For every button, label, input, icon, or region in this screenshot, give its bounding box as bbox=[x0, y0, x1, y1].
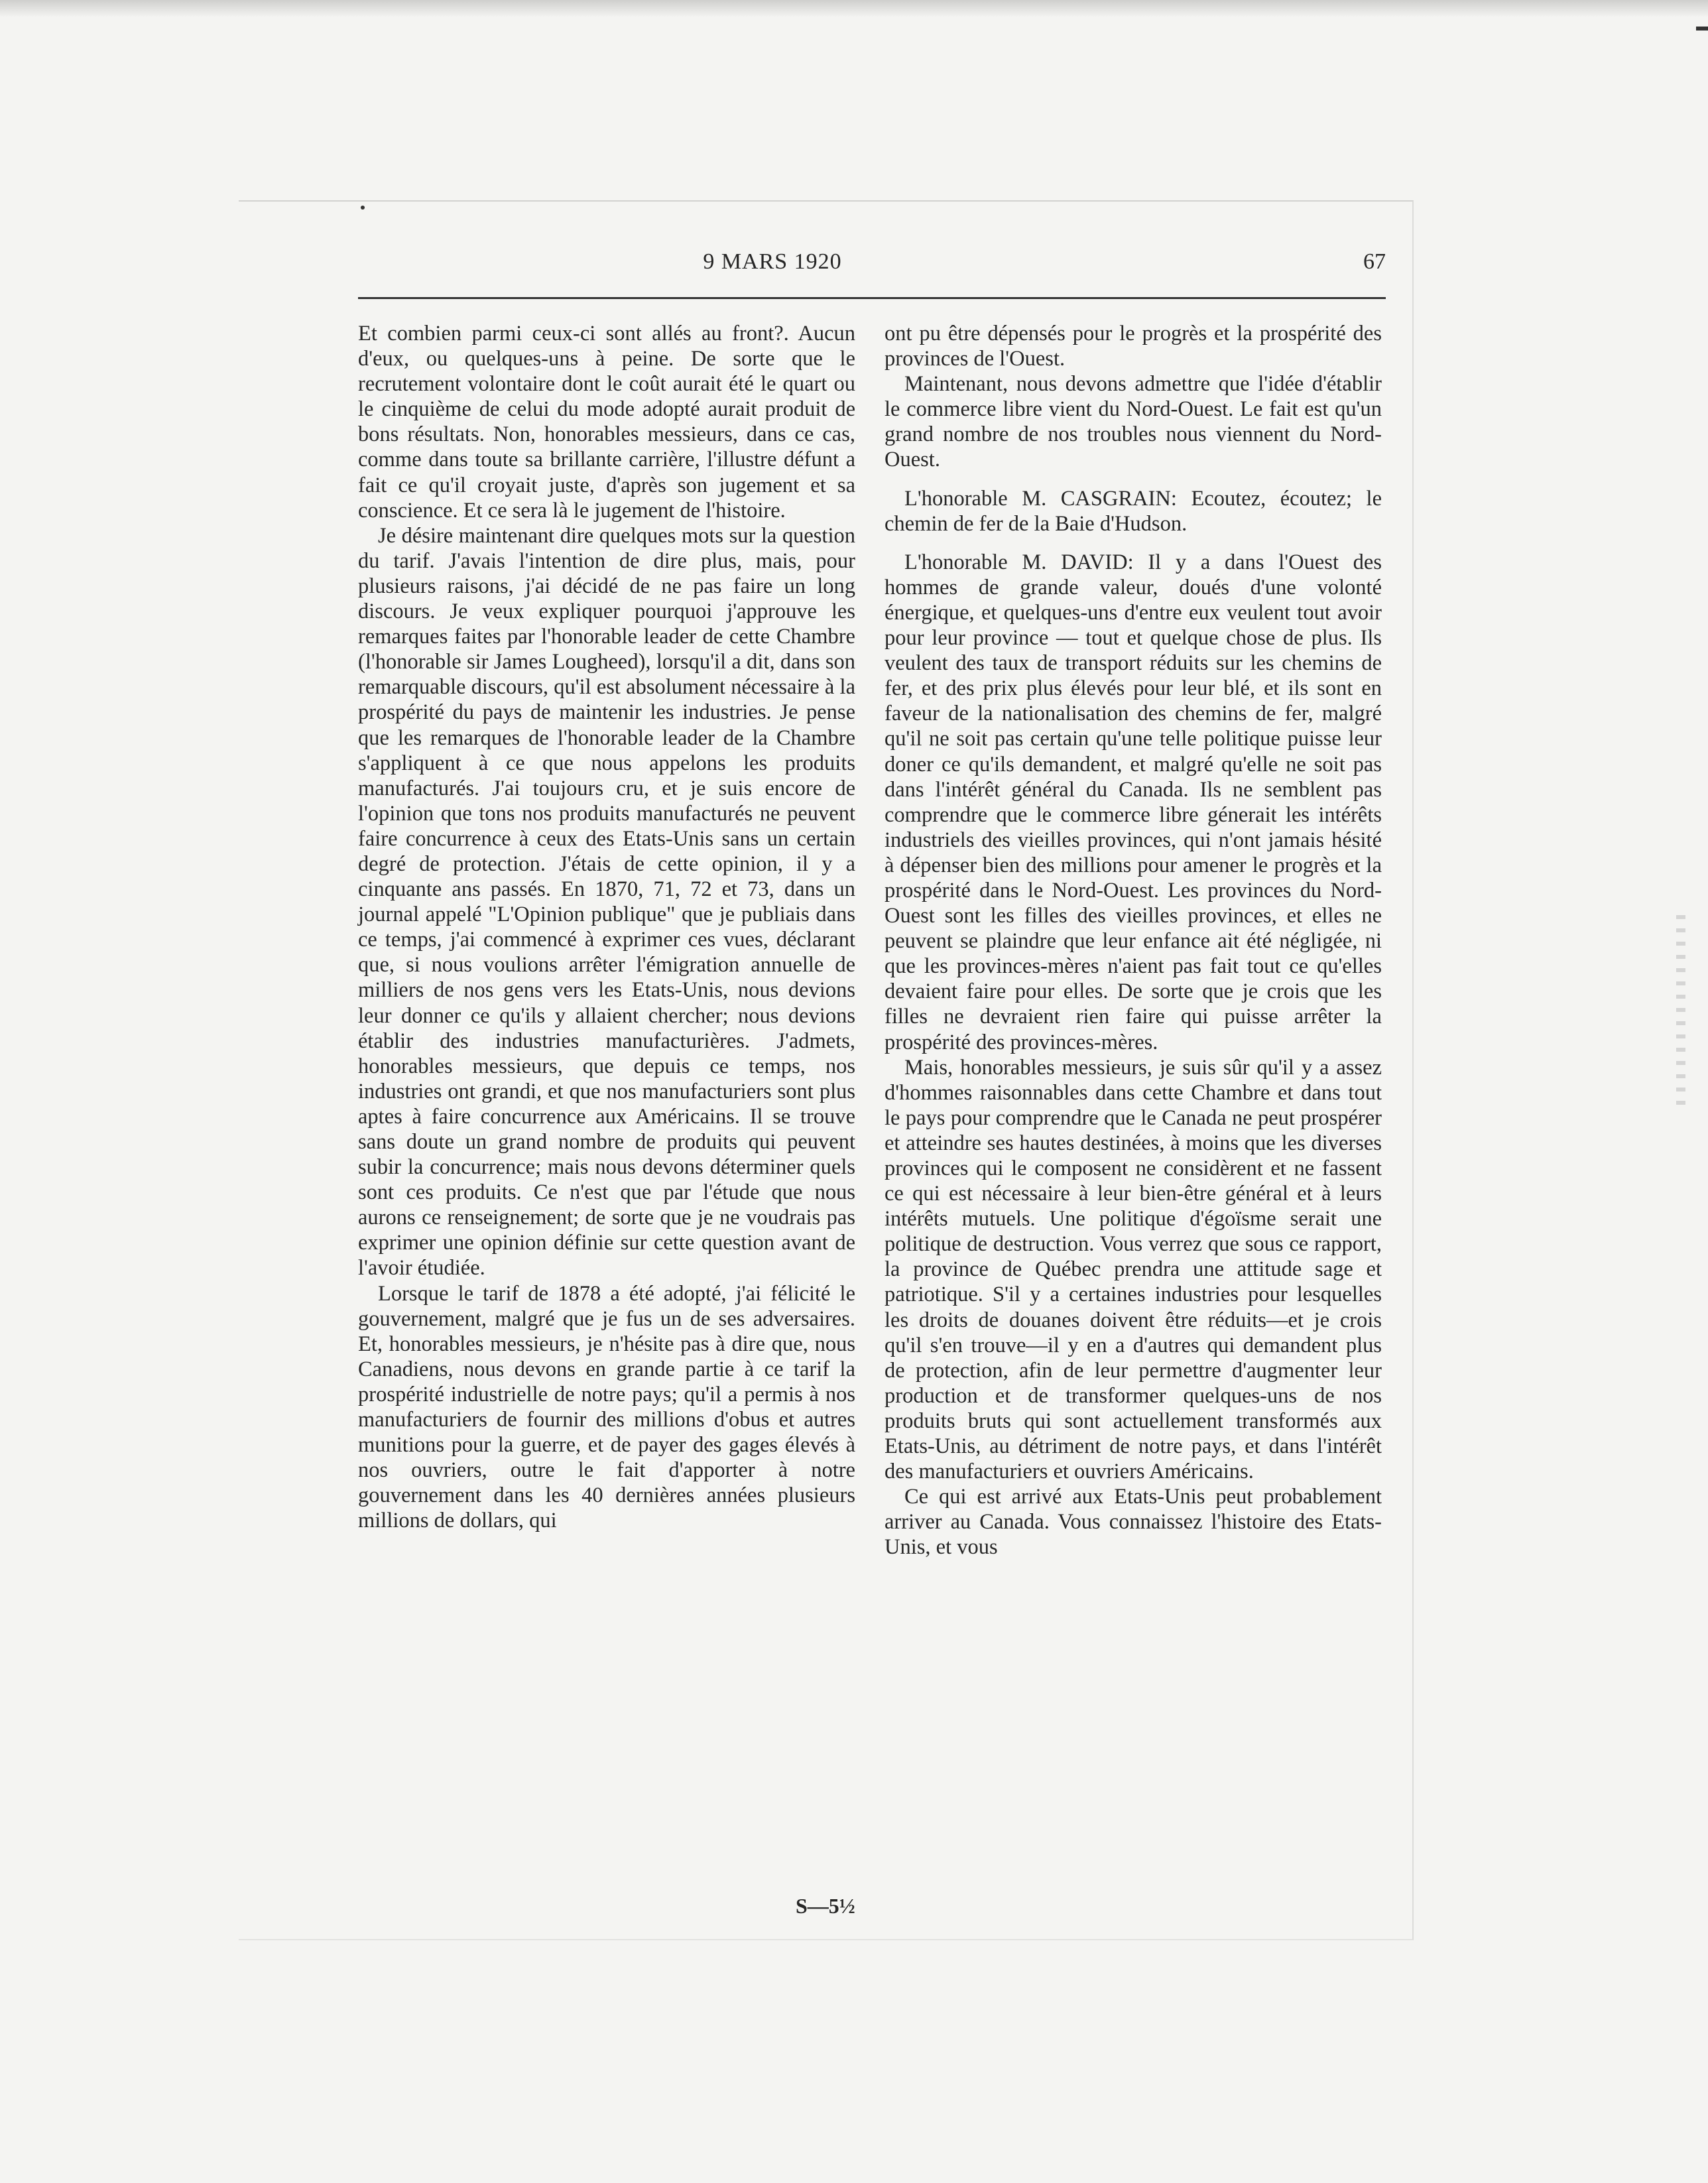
paragraph: Et combien parmi ceux-ci sont allés au front?. Aucun d'eux, ou quelques-uns à peine. De sorte que le recrutement volontaire dont le coût aurait été le quart ou le cinquième de celui du mode adopté aurait produit de bons résultats. Non, honorables messieurs, dans ce cas, comme dans toute sa brillante carrière, l'illustre défunt a fait ce qu'il croyait juste, d'après son jugement et sa conscience. Et ce sera là le jugement de l'histoire. bbox=[358, 322, 855, 523]
scan-edge-artifact bbox=[1676, 915, 1685, 1114]
speaker-paragraph: L'honorable M. DAVID: Il y a dans l'Ouest des hommes de grande valeur, doués d'une volonté énergique, et quelques-uns d'entre eux veulent tout avoir pour leur province — tout et quelque chose de plus. Ils veulent des taux de transport réduits sur les chemins de fer, et des prix plus élevés pour leur blé, et ils sont en faveur de la nationalisation des chemins de fer, malgré qu'il ne soit pas certain qu'une telle politique puisse leur doner ce qu'ils demandent, et malgré qu'elle ne soit pas dans l'intérêt général du Canada. Ils ne semblent pas comprendre que le commerce libre génerait les intérêts industriels des vieilles provinces, qui n'ont jamais hésité à dépenser bien des millions pour amener le progrès et la prospérité dans le Nord-Ouest. Les provinces du Nord-Ouest sont les filles des vieilles provinces, et elles ne peuvent se plaindre que leur enfance ait été négligée, ni que les provinces-mères n'aient pas fait tout ce qu'elles devaient faire pour elles. De sorte que je crois que les filles ne devraient rien faire qui puisse arrêter la prospérité des provinces-mères. bbox=[884, 550, 1382, 1054]
speaker-paragraph: L'honorable M. CASGRAIN: Ecoutez, écoutez; le chemin de fer de la Baie d'Hudson. bbox=[884, 486, 1382, 536]
paragraph: Lorsque le tarif de 1878 a été adopté, j'ai félicité le gouvernement, malgré que je fus un de ses adversaires. Et, honorables messieurs, je n'hésite pas à dire que, nous Canadiens, nous devons en grande partie à ce tarif la prospérité industrielle de notre pays; qu'il a permis à nos manufacturiers de fournir des millions d'obus et autres munitions pour la guerre, et de payer des gages élevés à nos ouvriers, outre le fait d'apporter à notre gouvernement dans les 40 dernières années plusieurs millions de dollars, qui bbox=[358, 1281, 855, 1533]
paragraph: Ce qui est arrivé aux Etats-Unis peut probablement arriver au Canada. Vous connaissez l'histoire des Etats-Unis, et vous bbox=[884, 1485, 1382, 1560]
signature-mark: S—5½ bbox=[796, 1894, 855, 1918]
paragraph: Mais, honorables messieurs, je suis sûr qu'il y a assez d'hommes raisonnables dans cette Chambre et dans tout le pays pour comprendre que le Canada ne peut prospérer et atteindre ses hautes destinées, à moins que les diverses provinces qui le composent ne considèrent et ne fassent ce qui est nécessaire à leur bien-être général et à leurs intérêts mutuels. Une politique d'égoïsme serait une politique de destruction. Vous verrez que sous ce rapport, la province de Québec prendra une attitude sage et patriotique. S'il y a certaines industries pour lesquelles les droits de douanes doivent être réduits—et je crois qu'il s'en trouve—il y en a d'autres qui demandent plus de protection, afin de leur permettre d'augmenter leur production et de transformer quelques-uns de nos produits bruts qui sont actuellement transformés aux Etats-Unis, au détriment de notre pays, et dans l'intérêt des manufacturiers et ouvriers Américains. bbox=[884, 1055, 1382, 1484]
page-number: 67 bbox=[1363, 249, 1386, 274]
page-date: 9 MARS 1920 bbox=[703, 249, 842, 274]
ink-dot bbox=[361, 206, 365, 210]
paragraph: Je désire maintenant dire quelques mots sur la question du tarif. J'avais l'intention de dire plus, mais, pour plusieurs raisons, j'ai décidé de ne pas faire un long discours. Je veux expliquer pourquoi j'approuve les remarques faites par l'honorable leader de cette Chambre (l'honorable sir James Lougheed), lorsqu'il a dit, dans son remarquable discours, qu'il est absolument nécessaire à la prospérité du pays de maintenir les industries. Je pense que les remarques de l'honorable leader de la Chambre s'appliquent à ce que nous appelons les produits manufacturés. J'ai toujours cru, et je suis encore de l'opinion que tons nos produits manufacturés ne peuvent faire concurrence à ceux des Etats-Unis sans un certain degré de protection. J'étais de cette opinion, il y a cinquante ans passés. En 1870, 71, 72 et 73, dans un journal appelé "L'Opinion publique" que je publiais dans ce temps, j'ai commencé à exprimer ces vues, déclarant que, si nous voulions arrêter l'émigration annuelle de milliers de nos gens vers les Etats-Unis, nous devions leur donner ce qu'ils y allaient chercher; nous devions établir des industries manufacturières. J'admets, honorables messieurs, que depuis ce temps, nos industries ont grandi, et que nos manufacturiers sont plus aptes à faire concurrence aux Américains. Il se trouve sans doute un grand nombre de produits qui peuvent subir la concurrence; mais nous devons déterminer quels sont ces produits. Ce n'est que par l'étude que nous aurons ce renseignement; de sorte que je ne voudrais pas exprimer une opinion définie sur cette question avant de l'avoir étudiée. bbox=[358, 523, 855, 1280]
paragraph: Maintenant, nous devons admettre que l'idée d'établir le commerce libre vient du Nord-Ouest. Le fait est qu'un grand nombre de nos troubles nous viennent du Nord-Ouest. bbox=[884, 372, 1382, 472]
scan-corner-mark bbox=[1696, 27, 1708, 31]
scan-top-shadow bbox=[0, 0, 1708, 17]
page-header bbox=[358, 249, 1386, 289]
right-column bbox=[884, 321, 1382, 1560]
header-rule bbox=[358, 297, 1386, 299]
left-column bbox=[358, 321, 855, 1534]
paragraph: ont pu être dépensés pour le progrès et la prospérité des provinces de l'Ouest. bbox=[884, 322, 1382, 371]
